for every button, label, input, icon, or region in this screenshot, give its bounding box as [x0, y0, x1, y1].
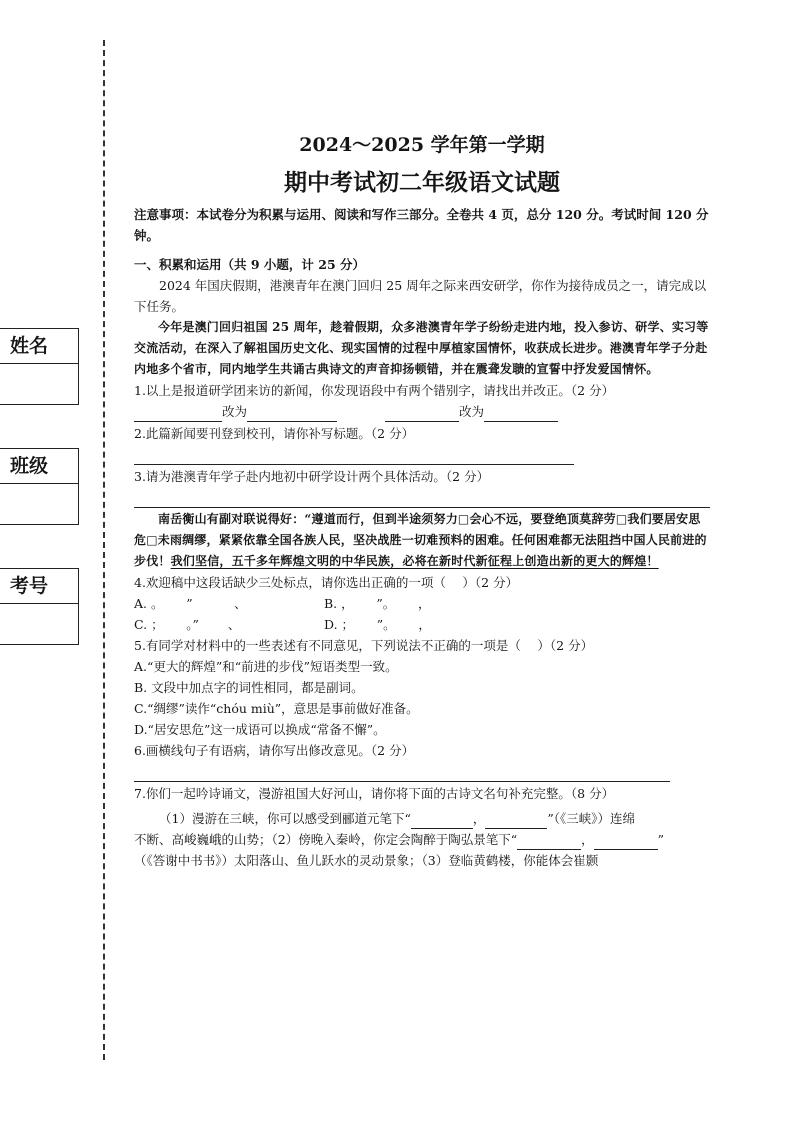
q1-blank-4[interactable]: [484, 406, 558, 422]
name-field[interactable]: [0, 364, 78, 404]
q2-answer-line[interactable]: [134, 449, 574, 465]
q6-answer-line[interactable]: [134, 766, 670, 782]
question-2: 2.此篇新闻要刊登到校刊，请你补写标题。（2 分）: [134, 426, 415, 441]
q2-answer-row: [134, 444, 710, 466]
q1-blank-1[interactable]: [134, 406, 222, 422]
q4-options: [134, 593, 710, 635]
name-box: [0, 328, 79, 405]
term-title: 2024～2025 学年第一学期: [299, 134, 545, 156]
q4-option-b[interactable]: [324, 593, 514, 614]
exam-number-label: 考号: [0, 569, 78, 604]
q7-line-3: （《答谢中书书》）太阳落山、鱼儿跃水的灵动景象；（3）登临黄鹤楼，你能体会崔颢: [134, 853, 599, 868]
question-3: 3.请为港澳青年学子赴内地初中研学设计两个具体活动。（2 分）: [134, 469, 490, 484]
binding-dashed-line: [103, 40, 105, 1060]
news-paragraph: 今年是澳门回归祖国 25 周年，趁着假期，众多港澳青年学子纷纷走进内地，投入参访、研学、实习等交流活动，在深入了解祖国历史文化、现实国情的过程中厚植家国情怀，收获成长进步。港澳青年学子分赴内地多个省市，同内地学生共诵古典诗文的声音抑扬顿错，并在震聋发聩的宣誓中抒发爱国情怀。: [134, 320, 709, 376]
q5-option-c[interactable]: C.“绸缪”读作“chóu miù”，意思是事前做好准备。: [134, 701, 419, 716]
q7-text-1: （1）漫游在三峡，你可以感受到郦道元笔下“: [159, 811, 411, 826]
q5-option-d[interactable]: D.“居安思危”这一成语可以换成“常备不懈”。: [134, 722, 386, 737]
exam-paper: [134, 130, 710, 871]
q6-answer-row: [134, 761, 710, 783]
class-label: 班级: [0, 449, 78, 484]
q4-option-d[interactable]: [324, 614, 514, 635]
question-5: 5.有同学对材料中的一些表述有不同意见，下列说法不正确的一项是（ ）（2 分）: [134, 638, 594, 653]
question-1: 1.以上是报道研学团来访的新闻，你发现语段中有两个错别字，请找出并改正。（2 分）: [134, 383, 615, 398]
exam-number-box: [0, 568, 79, 645]
q7-text-3: 不断、高峻巍峨的山势；（2）傍晚入秦岭，你定会陶醉于陶弘景笔下“: [134, 832, 518, 847]
q1-blank-2[interactable]: [247, 406, 337, 422]
intro-paragraph: 2024 年国庆假期，港澳青年在澳门回归 25 周年之际来西安研学，你作为接待成员之一，请完成以下任务。: [134, 278, 707, 314]
q5-option-a[interactable]: A.“更大的辉煌”和“前进的步伐”短语类型一致。: [134, 659, 398, 674]
section-title: 一、积累和运用（共 9 小题，计 25 分）: [134, 257, 366, 272]
option-marks: ； 。” 、: [151, 617, 241, 632]
option-letter: D.: [324, 617, 338, 632]
q7-text-2: ”（《三峡》）连绵: [547, 811, 636, 826]
q3-answer-row: [134, 487, 710, 509]
q7-blank-2[interactable]: [485, 813, 547, 829]
speech-text: 南岳衡山有副对联说得好：“遵道而行，但到半途须努力□会心不远，要登绝顶莫辞劳□我们要居安思危□未雨绸缪，紧紧依靠全国各族人民，坚决战胜一切难预料的困难。任何困难都无法阻挡中国人民前进的步伐！: [134, 512, 707, 568]
q5-option-b[interactable]: B. 文段中加点字的词性相同，都是副词。: [134, 680, 364, 695]
question-6: 6.画横线句子有语病，请你写出修改意见。（2 分）: [134, 743, 415, 758]
option-letter: B.: [324, 596, 338, 611]
q3-answer-line[interactable]: [134, 492, 710, 508]
q1-answer-row: [134, 401, 710, 423]
question-4: 4.欢迎稿中这段话缺少三处标点，请你选出正确的一项（ ）（2 分）: [134, 575, 519, 590]
option-letter: A.: [134, 596, 148, 611]
option-letter: C.: [134, 617, 148, 632]
q7-line-1: （1）漫游在三峡，你可以感受到郦道元笔下“ ， ”（《三峡》）连绵: [134, 808, 710, 829]
q4-option-a[interactable]: [134, 593, 324, 614]
speech-paragraph: [134, 509, 710, 572]
q1-change-label-2: 改为: [458, 404, 484, 419]
name-label: 姓名: [0, 329, 78, 364]
option-marks: ， ”。 ，: [341, 596, 431, 611]
q1-change-label-1: 改为: [222, 404, 248, 419]
question-7: 7.你们一起吟诗诵文，漫游祖国大好河山，请你将下面的古诗文名句补充完整。（8 分）: [134, 786, 615, 801]
q1-blank-3[interactable]: [385, 406, 459, 422]
class-field[interactable]: [0, 484, 78, 524]
exam-title: 期中考试初二年级语文试题: [284, 170, 560, 196]
q7-blank-1[interactable]: [411, 813, 473, 829]
exam-number-field[interactable]: [0, 604, 78, 644]
q7-line-2: 不断、高峻巍峨的山势；（2）傍晚入秦岭，你定会陶醉于陶弘景笔下“ ， ”: [134, 829, 710, 850]
option-marks: 。 ” 、: [151, 596, 247, 611]
q7-blank-4[interactable]: [594, 834, 658, 850]
q7-blank-3[interactable]: [517, 834, 581, 850]
q4-option-c[interactable]: [134, 614, 324, 635]
notice: 注意事项：本试卷分为积累与运用、阅读和写作三部分。全卷共 4 页，总分 120 分。考试时间 120 分钟。: [134, 207, 709, 243]
class-box: [0, 448, 79, 525]
option-marks: ； ”。 ，: [341, 617, 431, 632]
speech-underlined-sentence: 我们坚信，五千多年辉煌文明的中华民族，必将在新时代新征程上创造出新的更大的辉煌！: [170, 554, 659, 568]
